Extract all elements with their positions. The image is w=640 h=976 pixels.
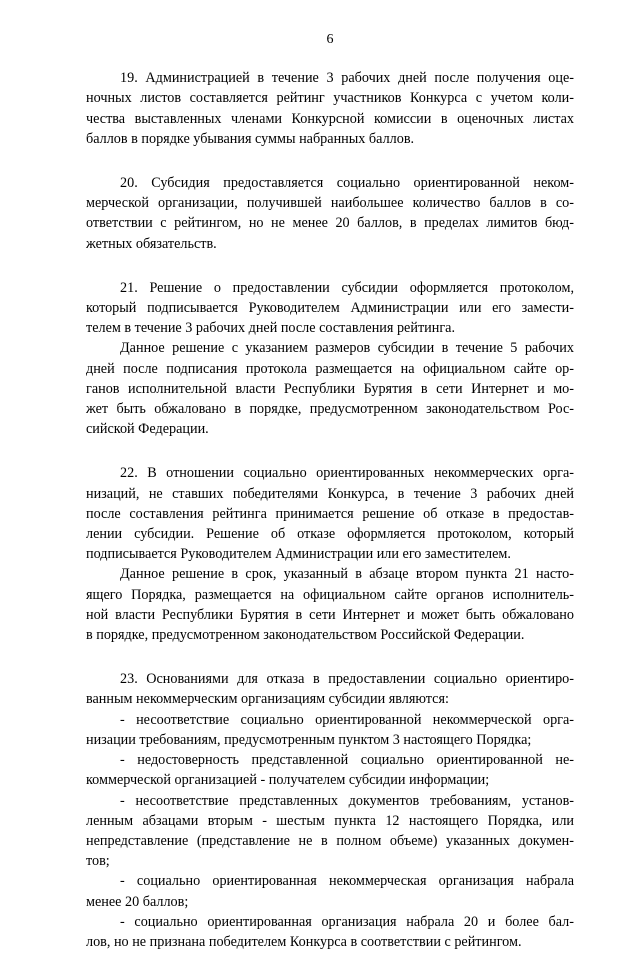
text-line: телем в течение 3 рабочих дней после составления рейтинга. xyxy=(86,320,455,337)
document-page xyxy=(86,30,574,976)
text-line: низаций, не ставших победителями Конкурса, в течение 3 рабочих дней xyxy=(86,485,574,502)
page-number: 6 xyxy=(326,32,334,47)
text-line: ленным абзацами вторым - шестым пункта 12 настоящего Порядка, или xyxy=(86,812,574,829)
text-line: 22. В отношении социально ориентированных некоммерческих орга- xyxy=(120,465,574,482)
text-line: ответствии с рейтингом, но не менее 20 баллов, в пределах лимитов бюд- xyxy=(86,215,574,232)
text-line: ванным некоммерческим организациям субсидии являются: xyxy=(86,691,449,708)
text-line: менее 20 баллов; xyxy=(86,893,189,910)
text-line: который подписывается Руководителем Администрации или его замести- xyxy=(86,300,574,317)
text-line: жет быть обжаловано в порядке, предусмотренном законодательством Рос- xyxy=(86,401,574,418)
text-line: - несоответствие социально ориентированной некоммерческой орга- xyxy=(120,711,574,728)
text-line: коммерческой организацией - получателем субсидии информации; xyxy=(86,772,490,789)
text-line: чества выставленных членами Конкурсной комиссии в оценочных листах xyxy=(86,110,574,127)
text-line: мерческой организации, получившей наибольшее количество баллов в со- xyxy=(86,195,574,212)
document-section xyxy=(86,463,574,645)
text-line: жетных обязательств. xyxy=(86,235,217,252)
text-line: подписывается Руководителем Администрации или его заместителем. xyxy=(86,546,511,563)
document-section xyxy=(86,68,574,149)
text-line: Данное решение в срок, указанный в абзаце втором пункта 21 насто- xyxy=(120,566,574,583)
text-line: ганов исполнительной власти Республики Бурятия в сети Интернет и мо- xyxy=(86,380,574,397)
text-line: - недостоверность представленной социально ориентированной не- xyxy=(120,752,574,769)
text-line: дней после подписания протокола размещается на официальном сайте ор- xyxy=(86,360,574,377)
text-line: 19. Администрацией в течение 3 рабочих дней после получения оце- xyxy=(120,70,574,87)
text-line: непредставление (представление не в полном объеме) указанных докумен- xyxy=(86,832,574,849)
text-line: низации требованиям, предусмотренным пунктом 3 настоящего Порядка; xyxy=(86,731,532,748)
text-line: баллов в порядке убывания суммы набранных баллов. xyxy=(86,130,415,147)
document-section xyxy=(86,173,574,254)
text-line: - социально ориентированная организация набрала 20 и более бал- xyxy=(120,913,574,930)
document-body xyxy=(86,68,574,952)
document-section xyxy=(86,669,574,952)
text-line: 23. Основаниями для отказа в предоставлении социально ориентиро- xyxy=(120,671,574,688)
text-line: после составления рейтинга принимается решение об отказе в предостав- xyxy=(86,505,574,522)
text-line: ночных листов составляется рейтинг участников Конкурса с учетом коли- xyxy=(86,90,574,107)
text-line: 20. Субсидия предоставляется социально ориентированной неком- xyxy=(120,175,574,192)
text-line: лов, но не признана победителем Конкурса в соответствии с рейтингом. xyxy=(86,933,522,950)
text-line: сийской Федерации. xyxy=(86,421,209,438)
document-section xyxy=(86,278,574,440)
text-line: ящего Порядка, размещается на официальном сайте органов исполнитель- xyxy=(86,586,574,603)
text-line: тов; xyxy=(86,853,110,870)
text-line: - социально ориентированная некоммерческая организация набрала xyxy=(120,873,574,890)
text-line: 21. Решение о предоставлении субсидии оформляется протоколом, xyxy=(120,279,574,296)
text-line: в порядке, предусмотренном законодательством Российской Федерации. xyxy=(86,627,525,644)
text-line: ной власти Республики Бурятия в сети Интернет и может быть обжаловано xyxy=(86,606,574,623)
text-line: Данное решение с указанием размеров субсидии в течение 5 рабочих xyxy=(120,340,574,357)
text-line: лении субсидии. Решение об отказе оформляется протоколом, который xyxy=(86,526,574,543)
text-line: - несоответствие представленных документов требованиям, установ- xyxy=(120,792,574,809)
